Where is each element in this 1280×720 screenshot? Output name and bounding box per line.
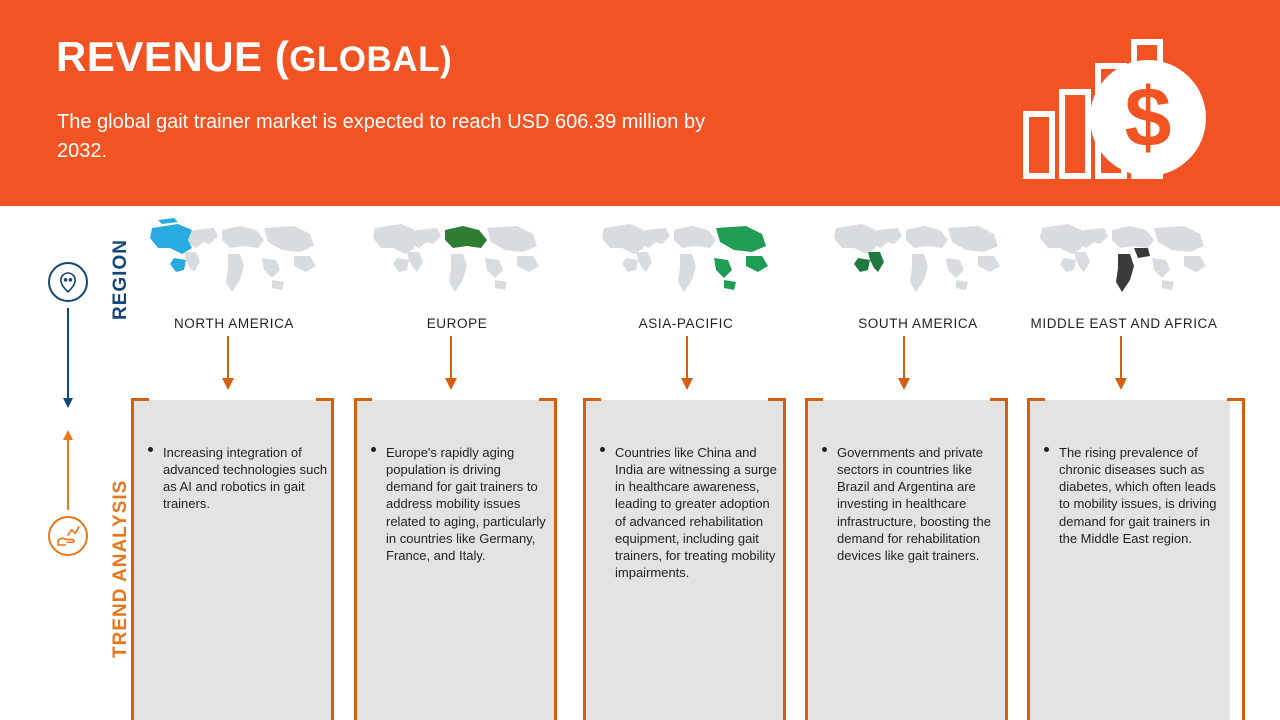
page-title-small-2: ) [439,40,453,79]
region-label-asia-pacific: ASIA-PACIFIC [638,316,734,331]
bracket-left-2 [354,398,372,720]
connector-arrow-1 [227,336,229,378]
bracket-left-3 [583,398,601,720]
bracket-left-5 [1027,398,1045,720]
trend-text-north-america: Increasing integration of advanced technologies such as AI and robotics in gait trainers. [163,445,328,512]
page-title [56,34,452,80]
money-bars-icon [1018,22,1218,184]
rail-arrow-trend [67,440,69,510]
region-column-asia-pacific [574,218,798,331]
bullet-2 [371,447,376,452]
bracket-left-1 [131,398,149,720]
rail-label-region: REGION [110,239,131,320]
bullet-1 [148,447,153,452]
world-map-middle-east-africa-highlight-icon [1034,218,1214,304]
bullet-4 [822,447,827,452]
trend-text-middle-east-africa: The rising prevalence of chronic diseases such as diabetes, which often leads to mobility issues, is driving demand for gait trainers in the Middle East region. [1059,445,1217,546]
region-column-middle-east-africa [1012,218,1236,331]
page-title-small-1: GLOBAL [289,40,440,79]
region-column-europe [345,218,569,331]
trend-text-south-america: Governments and private sectors in countries like Brazil and Argentina are investing in healthcare infrastructure, boosting the demand for rehabilitation devices like gait trainers. [837,445,991,563]
region-label-south-america: SOUTH AMERICA [858,316,978,331]
location-pin-icon [48,262,88,302]
region-label-europe: EUROPE [426,316,488,331]
bullet-5 [1044,447,1049,452]
trend-text-europe: Europe's rapidly aging population is driving demand for gait trainers to address mobility issues related to aging, particularly in countries like Germany, France, and Italy. [386,445,546,563]
page-title-main: REVENUE ( [56,33,290,80]
header-subtitle: The global gait trainer market is expected to reach USD 606.39 million by 2032. [57,111,706,162]
connector-arrow-2 [450,336,452,378]
region-column-south-america [806,218,1030,331]
trend-text-asia-pacific: Countries like China and India are witnessing a surge in healthcare awareness, leading to greater adoption of advanced rehabilitation equipment, including gait trainers, for treating mobility impairments. [615,445,777,581]
connector-arrow-3 [686,336,688,378]
connector-arrow-5 [1120,336,1122,378]
world-map-asia-pacific-highlight-icon [596,218,776,304]
svg-text:$: $ [1124,70,1172,164]
region-label-middle-east-africa: MIDDLE EAST AND AFRICA [1030,316,1218,331]
connector-arrow-4 [903,336,905,378]
region-label-north-america: NORTH AMERICA [173,316,295,331]
world-map-europe-highlight-icon [367,218,547,304]
bracket-left-4 [805,398,823,720]
hand-growth-icon [48,516,88,556]
rail-arrow-region [67,308,69,398]
world-map-south-america-highlight-icon [828,218,1008,304]
rail-label-trend: TREND ANALYSIS [110,479,131,658]
region-column-north-america [122,218,346,331]
bracket-right-5 [1227,398,1245,720]
header-banner [0,0,1280,206]
bullet-3 [600,447,605,452]
world-map-north-america-highlight-icon [144,218,324,304]
